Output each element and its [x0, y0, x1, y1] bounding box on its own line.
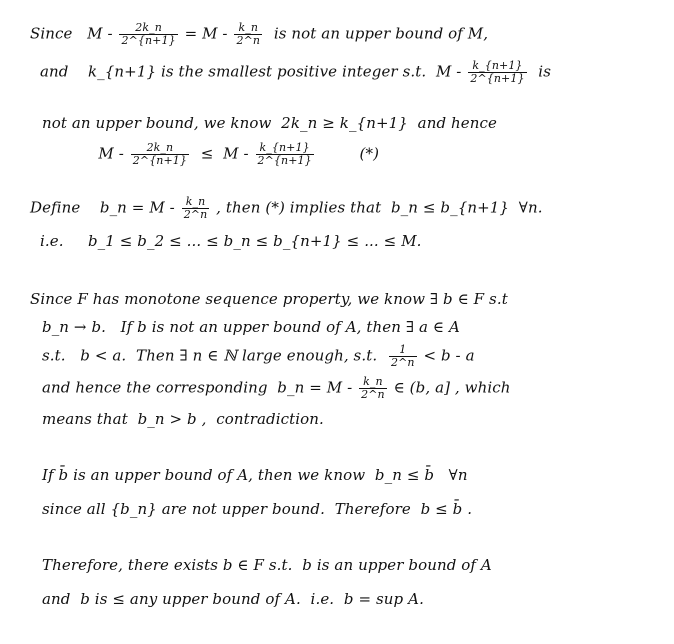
proof-line-6 [40, 232, 422, 250]
fraction [119, 22, 177, 47]
fraction [468, 60, 526, 85]
text-run: and k_{n+1} is the smallest positive integer s.t. M - [40, 62, 467, 81]
text-run: s.t. b < a. Then ∃ n ∈ ℕ large enough, s.t. [42, 346, 387, 365]
text-run: (*) [315, 144, 380, 163]
text-run: means that b_n > b , contradiction. [42, 410, 324, 428]
fraction-denominator: 2^{n+1} [257, 154, 312, 167]
fraction-denominator: 2^{n+1} [470, 72, 525, 85]
text-run: not an upper bound, we know 2k_n ≥ k_{n+1} and hence [42, 114, 498, 132]
proof-line-13 [42, 500, 472, 518]
text-run: b_n → b. If b is not an upper bound of A, then ∃ a ∈ A [42, 318, 460, 336]
proof-line-9 [42, 344, 475, 369]
text-run: If b̄ is an upper bound of A, then we know b_n ≤ b̄ ∀n [42, 466, 468, 484]
text-run: Since M - [30, 24, 118, 43]
proof-line-7 [30, 290, 508, 308]
text-run: i.e. b_1 ≤ b_2 ≤ ... ≤ b_n ≤ b_{n+1} ≤ ... ≤ M. [40, 232, 422, 250]
text-run: , then (*) implies that b_n ≤ b_{n+1} ∀n. [211, 198, 543, 217]
text-run: Define b_n = M - [30, 198, 180, 217]
text-run: ≤ M - [191, 144, 254, 163]
fraction [359, 376, 387, 401]
fraction-numerator: k_n [234, 22, 262, 35]
proof-line-14 [42, 556, 492, 574]
fraction [234, 22, 262, 47]
fraction-denominator: 2^n [183, 208, 208, 221]
fraction-numerator: k_{n+1} [468, 60, 526, 73]
proof-line-3 [42, 114, 497, 132]
fraction-numerator: k_n [359, 376, 387, 389]
proof-line-10 [42, 376, 511, 401]
proof-line-4 [40, 142, 379, 167]
text-run: ∈ (b, a] , which [388, 378, 511, 397]
text-run: M - [40, 144, 129, 163]
proof-line-15 [42, 590, 424, 608]
fraction-denominator: 2^n [236, 34, 261, 47]
fraction-numerator: k_{n+1} [256, 142, 314, 155]
proof-line-11 [42, 410, 324, 428]
proof-line-2 [40, 60, 551, 85]
fraction-numerator: k_n [182, 196, 210, 209]
text-run: since all {b_n} are not upper bound. Therefore b ≤ b̄ . [42, 500, 473, 518]
fraction-denominator: 2^{n+1} [132, 154, 187, 167]
fraction-numerator: 2k_n [119, 22, 177, 35]
text-run: and hence the corresponding b_n = M - [42, 378, 358, 397]
fraction-numerator: 1 [389, 344, 417, 357]
text-run: is [528, 62, 551, 81]
proof-line-1 [30, 22, 488, 47]
text-run: = M - [179, 24, 233, 43]
fraction-denominator: 2^n [361, 388, 385, 401]
fraction [182, 196, 210, 221]
text-run: < b - a [418, 346, 475, 365]
text-run: is not an upper bound of M, [264, 24, 489, 43]
fraction [256, 142, 314, 167]
text-run: and b is ≤ any upper bound of A. i.e. b = sup A. [42, 590, 424, 608]
fraction [389, 344, 417, 369]
fraction-denominator: 2^n [390, 356, 415, 369]
text-run: Since F has monotone sequence property, we know ∃ b ∈ F s.t [30, 290, 508, 308]
proof-line-12 [42, 466, 468, 484]
text-run: Therefore, there exists b ∈ F s.t. b is an upper bound of A [42, 556, 492, 574]
fraction [131, 142, 189, 167]
fraction-numerator: 2k_n [131, 142, 189, 155]
fraction-denominator: 2^{n+1} [121, 34, 176, 47]
proof-line-5 [30, 196, 543, 221]
proof-line-8 [42, 318, 460, 336]
